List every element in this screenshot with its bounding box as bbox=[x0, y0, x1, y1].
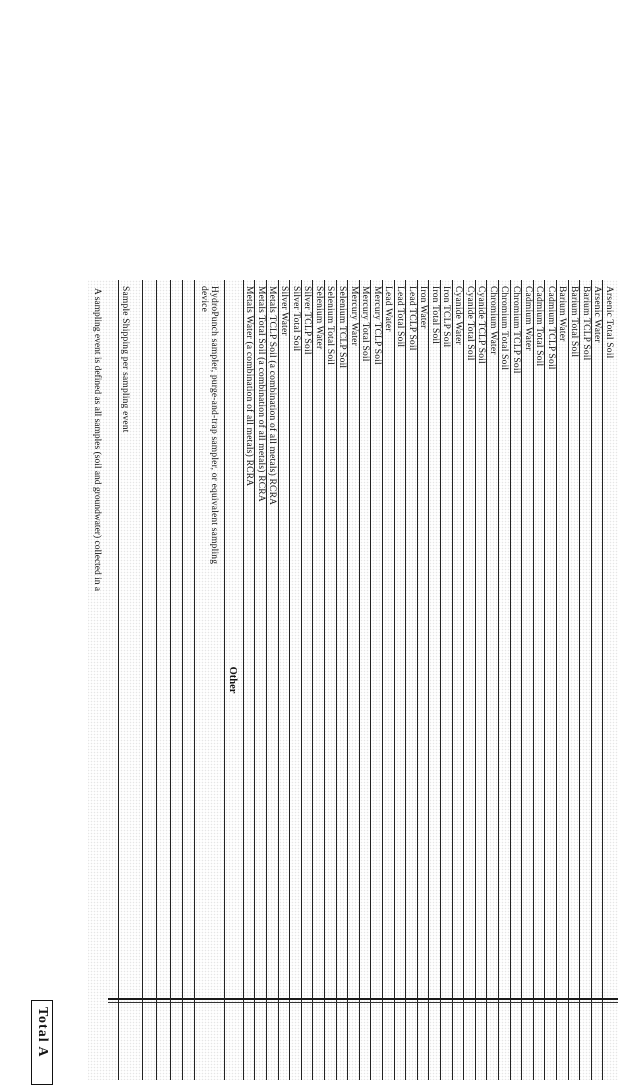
analyte-label: Mercury Water bbox=[348, 286, 359, 346]
analyte-row bbox=[602, 280, 614, 1080]
analyte-label: Cadmium Water bbox=[522, 286, 533, 351]
analyte-row bbox=[417, 280, 429, 1080]
analyte-label: Cadmium Total Soil bbox=[534, 286, 545, 367]
analyte-row bbox=[324, 280, 336, 1080]
analyte-row bbox=[336, 280, 348, 1080]
analyte-label: Lead TCLP Soil bbox=[406, 286, 417, 351]
analyte-label: Cyanide TCLP Soil bbox=[476, 286, 487, 364]
analyte-row bbox=[579, 280, 591, 1080]
analyte-row bbox=[486, 280, 498, 1080]
analyte-label: Selenium TCLP Soil bbox=[336, 286, 347, 369]
analyte-row bbox=[568, 280, 580, 1080]
other-row-shipping bbox=[118, 280, 132, 1080]
analyte-label: Iron Water bbox=[418, 286, 429, 329]
analyte-row bbox=[544, 280, 556, 1080]
analyte-label: Arsenic Water bbox=[592, 286, 603, 343]
analyte-row bbox=[510, 280, 522, 1080]
analyte-row bbox=[463, 280, 475, 1080]
rotated-scanned-table bbox=[35, 280, 618, 1080]
analyte-row bbox=[382, 280, 394, 1080]
analyte-row bbox=[359, 280, 371, 1080]
total-column-heading: Total A bbox=[31, 1000, 53, 1085]
analyte-label: Metals Water (a combination of all metals) RCRA bbox=[244, 286, 255, 487]
analyte-label: Chromium TCLP Soil bbox=[510, 286, 521, 374]
analyte-row bbox=[312, 280, 324, 1080]
blank-row bbox=[170, 280, 182, 1080]
other-heading: Other bbox=[224, 280, 240, 1080]
analyte-label: Silver Water bbox=[278, 286, 289, 336]
blank-row bbox=[182, 280, 194, 1080]
analyte-label: Mercury Total Soil bbox=[360, 286, 371, 362]
analyte-label: Metals Total Soil (a combination of all metals) RCRA bbox=[255, 286, 266, 502]
analyte-row bbox=[289, 280, 301, 1080]
analyte-row bbox=[428, 280, 440, 1080]
other-row-label: Sample Shipping per sampling event bbox=[120, 286, 131, 433]
analyte-label: Chromium Total Soil bbox=[499, 286, 510, 371]
analyte-row bbox=[370, 280, 382, 1080]
analyte-row bbox=[243, 280, 255, 1080]
analyte-row bbox=[301, 280, 313, 1080]
other-row-label: HydroPunch sampler, purge-and-trap sampler, or equivalent sampling device bbox=[199, 286, 220, 565]
analyte-label: Silver Total Soil bbox=[290, 286, 301, 352]
analyte-label: Barium TCLP Soil bbox=[580, 286, 591, 361]
analyte-label: Lead Total Soil bbox=[394, 286, 405, 348]
analyte-row bbox=[521, 280, 533, 1080]
analyte-row bbox=[533, 280, 545, 1080]
analyte-label: Cyanide Total Soil bbox=[464, 286, 475, 361]
blank-row bbox=[156, 280, 170, 1080]
other-row-hydropunch bbox=[194, 280, 224, 1080]
analyte-row bbox=[452, 280, 464, 1080]
analyte-row bbox=[498, 280, 510, 1080]
analyte-label: Iron Total Soil bbox=[429, 286, 440, 345]
analyte-label: Chromium Water bbox=[487, 286, 498, 355]
analyte-row bbox=[556, 280, 568, 1080]
analyte-label: Cadmium TCLP Soil bbox=[545, 286, 556, 370]
analyte-label: Arsenic Total Soil bbox=[603, 286, 614, 359]
analyte-label: Barium Total Soil bbox=[568, 286, 579, 358]
blank-row bbox=[142, 280, 156, 1080]
analyte-label: Selenium Total Soil bbox=[325, 286, 336, 365]
analyte-label: Iron TCLP Soil bbox=[441, 286, 452, 348]
analyte-label: Cyanide Water bbox=[452, 286, 463, 345]
analyte-row bbox=[254, 280, 266, 1080]
analyte-row bbox=[266, 280, 278, 1080]
footnote: A sampling event is defined as all samples (soil and groundwater) collected in a bbox=[92, 288, 102, 592]
analyte-row bbox=[591, 280, 603, 1080]
analyte-label: Selenium Water bbox=[313, 286, 324, 350]
analyte-label: Mercury TCLP Soil bbox=[371, 286, 382, 365]
analyte-row bbox=[405, 280, 417, 1080]
analyte-row bbox=[278, 280, 290, 1080]
analyte-label: Metals TCLP Soil (a combination of all metals) RCRA bbox=[267, 286, 278, 506]
analyte-label: Barium Water bbox=[557, 286, 568, 342]
analyte-label: Lead Water bbox=[383, 286, 394, 332]
analyte-row bbox=[394, 280, 406, 1080]
analyte-row bbox=[440, 280, 452, 1080]
analyte-row bbox=[347, 280, 359, 1080]
analyte-label: Silver TCLP Soil bbox=[302, 286, 313, 355]
analyte-row bbox=[475, 280, 487, 1080]
